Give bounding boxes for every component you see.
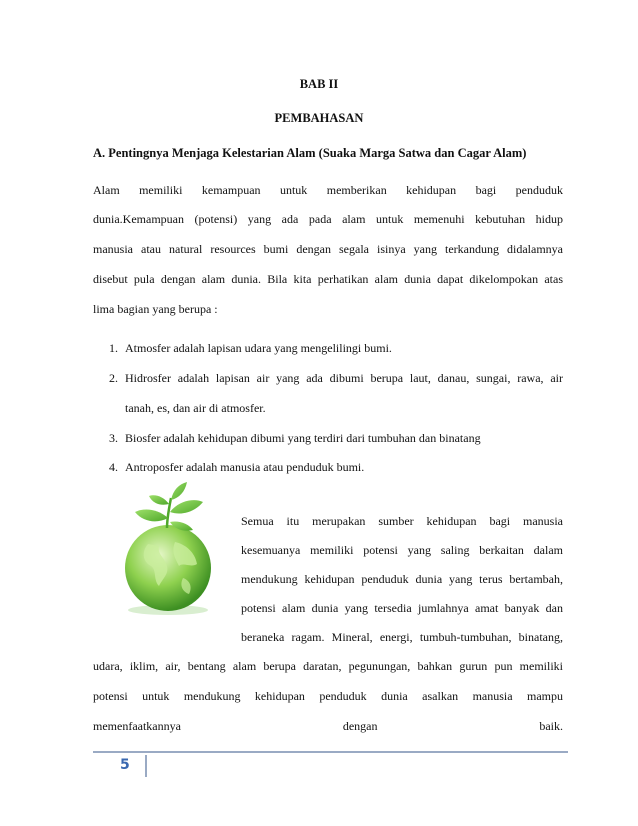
- list-item-text: tanah, es, dan air di atmosfer.: [125, 401, 266, 415]
- list-item-text: Atmosfer adalah lapisan udara yang mengelilingi bumi.: [125, 341, 392, 355]
- list-item-text: Biosfer adalah kehidupan dibumi yang terdiri dari tumbuhan dan binatang: [125, 431, 481, 445]
- footer-rule: [93, 751, 568, 753]
- green-globe-with-sprout-icon: [113, 482, 223, 617]
- paragraph-line: potensi untuk mendukung kehidupan penduduk dunia asalkan manusia mampu: [93, 689, 563, 703]
- paragraph-line: memenfaatkannya dengan baik.: [93, 719, 563, 733]
- list-item-text: Hidrosfer adalah lapisan air yang ada dibumi berupa laut, danau, sungai, rawa, air: [125, 371, 563, 385]
- chapter-label: BAB II: [299, 77, 339, 91]
- list-item-number: 3.: [109, 431, 118, 445]
- paragraph-line: kesemuanya memiliki potensi yang saling berkaitan dalam: [241, 543, 563, 557]
- paragraph-line: udara, iklim, air, bentang alam berupa daratan, pegunungan, bahkan gurun pun memiliki: [93, 659, 563, 673]
- list-item-number: 4.: [109, 460, 118, 474]
- page-number: 5: [120, 757, 130, 773]
- list-item-text: Antroposfer adalah manusia atau penduduk bumi.: [125, 460, 365, 474]
- paragraph-line: dunia.Kemampuan (potensi) yang ada pada alam untuk memenuhi kebutuhan hidup: [93, 212, 563, 226]
- list-item-number: 1.: [109, 341, 118, 355]
- paragraph-line: lima bagian yang berupa :: [93, 302, 218, 316]
- paragraph-line: beraneka ragam. Mineral, energi, tumbuh-tumbuhan, binatang,: [241, 630, 563, 644]
- paragraph-line: Alam memiliki kemampuan untuk memberikan kehidupan bagi penduduk: [93, 183, 563, 197]
- paragraph-line: potensi alam dunia yang tersedia jumlahnya amat banyak dan: [241, 601, 563, 615]
- page-title: PEMBAHASAN: [274, 111, 364, 125]
- paragraph-line: Semua itu merupakan sumber kehidupan bagi manusia: [241, 514, 563, 528]
- paragraph-line: disebut pula dengan alam dunia. Bila kita perhatikan alam dunia dapat dikelompokan atas: [93, 272, 563, 286]
- paragraph-line: mendukung kehidupan penduduk dunia yang terus bertambah,: [241, 572, 563, 586]
- paragraph-line: manusia atau natural resources bumi dengan segala isinya yang terkandung didalamnya: [93, 242, 563, 256]
- list-item-number: 2.: [109, 371, 118, 385]
- page-number-separator: [145, 755, 147, 777]
- section-heading: A. Pentingnya Menjaga Kelestarian Alam (Suaka Marga Satwa dan Cagar Alam): [93, 146, 527, 160]
